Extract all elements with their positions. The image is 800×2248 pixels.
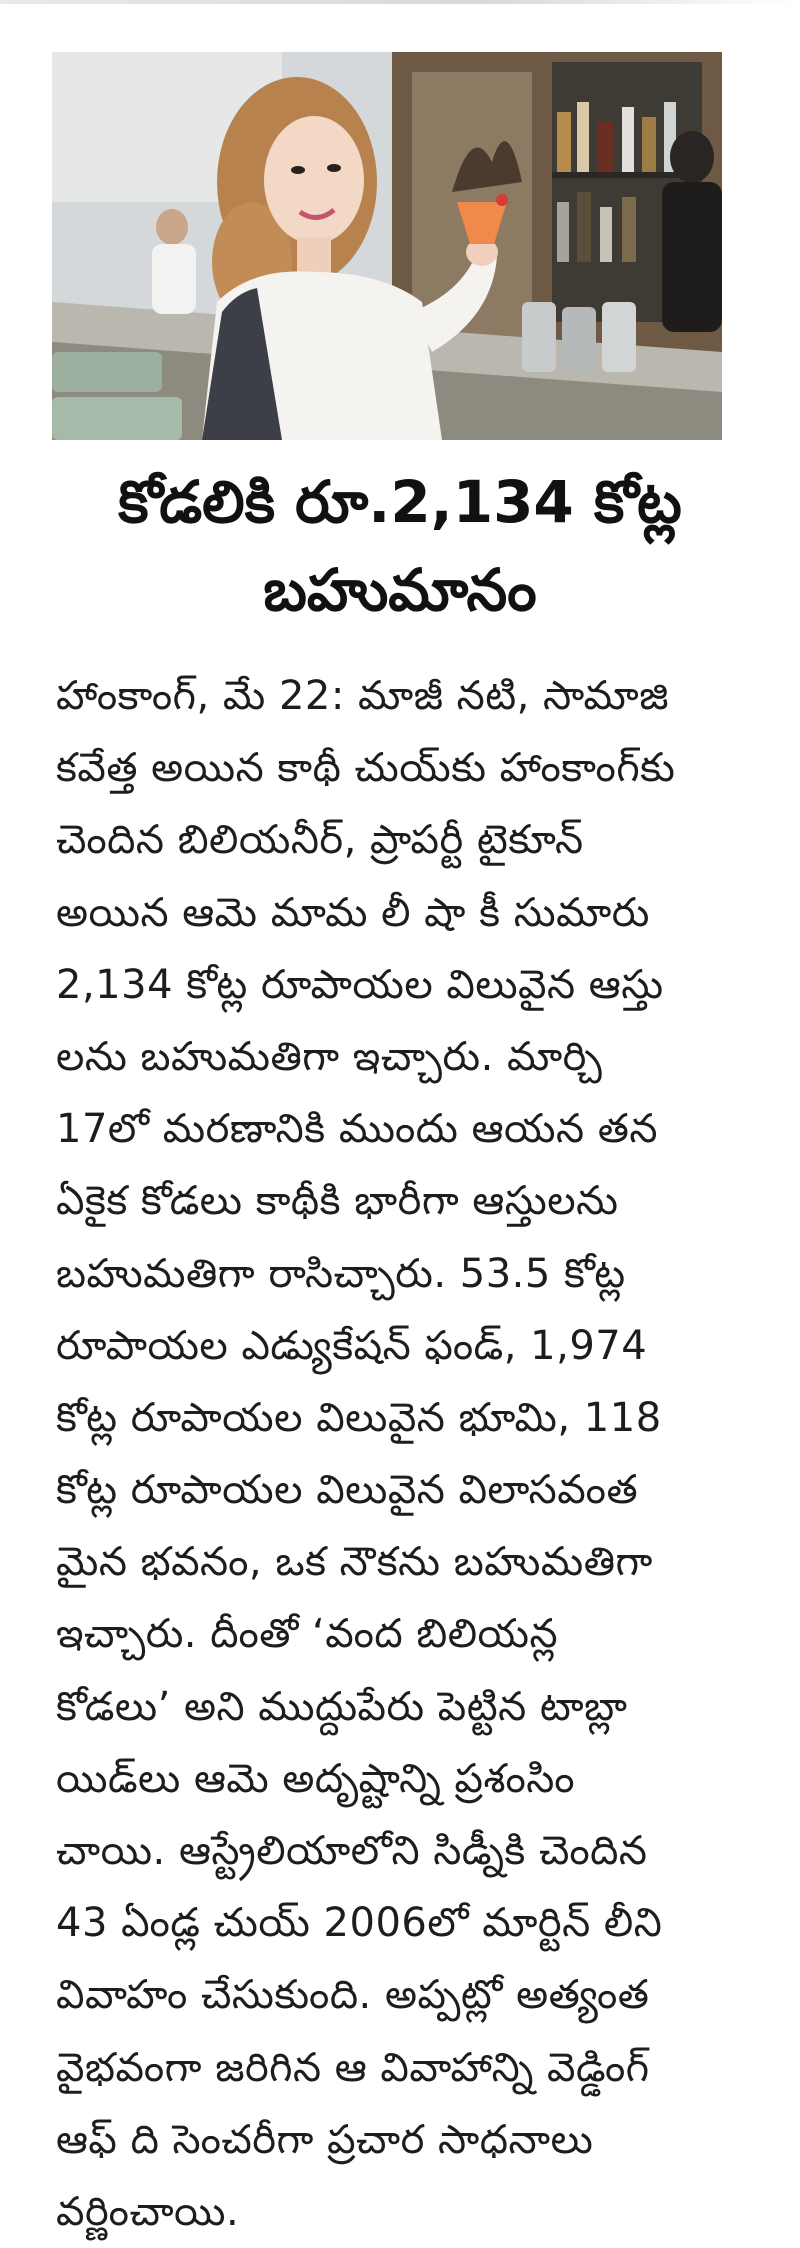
body-line: రూపాయల ఎడ్యుకేషన్ ఫండ్, 1,974	[56, 1322, 648, 1369]
body-line: మైన భవనం, ఒక నౌకను బహుమతిగా	[56, 1539, 653, 1586]
body-line: 2,134 కోట్ల రూపాయల విలువైన ఆస్తు	[56, 961, 664, 1008]
body-line: చాయి. ఆస్ట్రేలియాలోని సిడ్నీకి చెందిన	[56, 1828, 648, 1874]
body-line: అయిన ఆమె మామ లీ షా కీ సుమారు	[56, 889, 650, 936]
body-line: వర్ణించాయి.	[56, 2188, 240, 2235]
body-line: బహుమతిగా రాసిచ్చారు. 53.5 కోట్ల	[56, 1250, 626, 1297]
body-line: కోడలు’ అని ముద్దుపేరు పెట్టిన టాబ్లా	[56, 1683, 628, 1730]
article-body	[56, 660, 746, 2248]
body-line: కోట్ల రూపాయల విలువైన భూమి, 118	[56, 1394, 662, 1441]
body-line: వైభవంగా జరిగిన ఆ వివాహాన్ని వెడ్డింగ్	[56, 2044, 650, 2091]
headline-line-2: బహుమానం	[263, 556, 537, 624]
body-line: ఆఫ్ ది సెంచరీగా ప్రచార సాధనాలు	[56, 2116, 594, 2163]
top-border	[0, 0, 800, 4]
body-line: హాంకాంగ్, మే 22: మాజీ నటి, సామాజి	[56, 673, 669, 719]
headline-line-1: కోడలికి రూ.2,134 కోట్ల	[118, 468, 682, 536]
body-line: 43 ఏండ్ల చుయ్ 2006లో మార్టిన్ లీని	[56, 1900, 663, 1947]
body-line: చెందిన బిలియనీర్, ప్రాపర్టీ టైకూన్	[56, 817, 584, 864]
body-line: ఏకైక కోడలు కాథీకి భారీగా ఆస్తులను	[56, 1178, 619, 1225]
body-line: కోట్ల రూపాయల విలువైన విలాసవంత	[56, 1467, 639, 1514]
article-headline	[40, 458, 760, 634]
body-line: వివాహం చేసుకుంది. అప్పట్లో అత్యంత	[56, 1972, 650, 2019]
body-line: లను బహుమతిగా ఇచ్చారు. మార్చి	[56, 1033, 603, 1080]
body-line: 17లో మరణానికి ముందు ఆయన తన	[56, 1106, 658, 1153]
photo-illustration	[52, 52, 722, 440]
article-photo	[52, 52, 722, 440]
body-line: ఇచ్చారు. దీంతో ‘వంద బిలియన్ల	[56, 1611, 559, 1658]
body-line: కవేత్త అయిన కాథీ చుయ్‌కు హాంకాంగ్‌కు	[56, 745, 676, 792]
body-line: యిడ్‌లు ఆమె అదృష్టాన్ని ప్రశంసిం	[56, 1755, 576, 1802]
